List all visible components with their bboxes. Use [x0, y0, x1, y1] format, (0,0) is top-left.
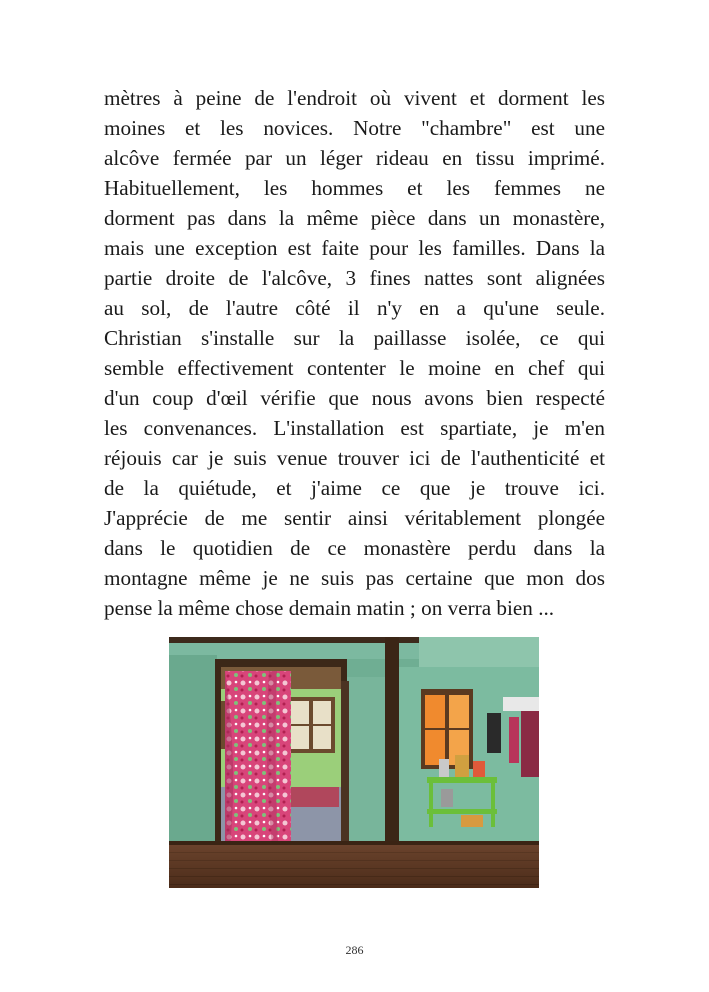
text-line: dans le quotidien de ce monastère perdu dans la	[104, 536, 605, 560]
body-paragraph	[104, 83, 605, 623]
text-line: J'apprécie de me sentir ainsi véritablement plongée	[104, 506, 605, 530]
text-line: de la quiétude, et j'aime ce que je trouve ici.	[104, 476, 605, 500]
text-line: pense la même chose demain matin ; on verra bien ...	[104, 596, 555, 620]
monastery-alcove-photo	[169, 637, 539, 888]
text-line: d'un coup d'œil vérifie que nous avons bien respecté	[104, 386, 605, 410]
text-line: Christian s'installe sur la paillasse isolée, ce qui	[104, 326, 605, 350]
text-line: mais une exception est faite pour les familles. Dans la	[104, 236, 605, 260]
text-line: au sol, de l'autre côté il n'y en a qu'une seule.	[104, 296, 605, 320]
page-number: 286	[345, 943, 364, 957]
text-line: les convenances. L'installation est spartiate, je m'en	[104, 416, 605, 440]
text-line: alcôve fermée par un léger rideau en tissu imprimé.	[104, 146, 605, 170]
text-line: partie droite de l'alcôve, 3 fines nattes sont alignées	[104, 266, 605, 290]
text-line: montagne même je ne suis pas certaine que mon dos	[104, 566, 605, 590]
text-line: Habituellement, les hommes et les femmes ne	[104, 176, 605, 200]
text-line: moines et les novices. Notre "chambre" est une	[104, 116, 605, 140]
text-line: semble effectivement contenter le moine en chef qui	[104, 356, 605, 380]
text-line: réjouis car je suis venue trouver ici de l'authenticité et	[104, 446, 605, 470]
text-line: dorment pas dans la même pièce dans un monastère,	[104, 206, 605, 230]
text-line: mètres à peine de l'endroit où vivent et dorment les	[104, 86, 605, 110]
